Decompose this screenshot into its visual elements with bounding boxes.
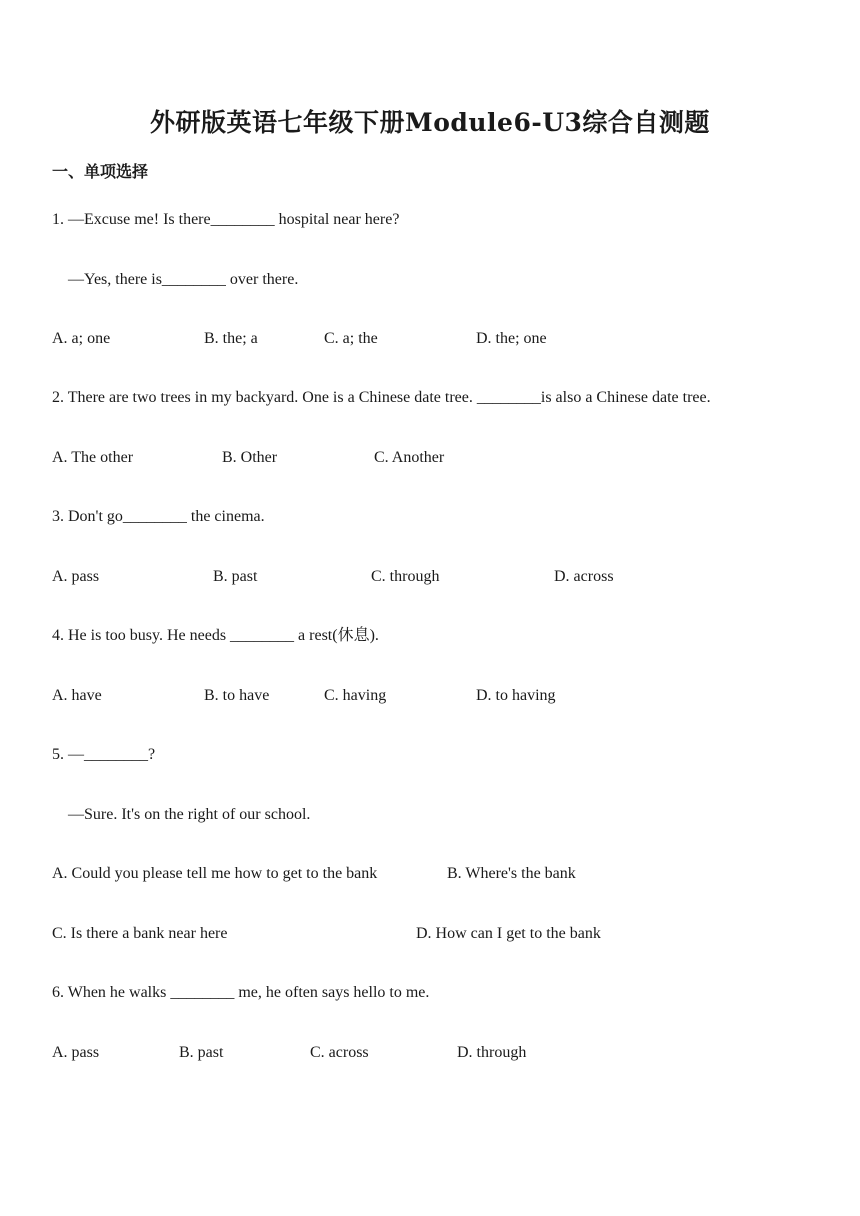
question-5-option-d: D. How can I get to the bank bbox=[416, 925, 601, 942]
section-heading: 一、单项选择 bbox=[52, 162, 149, 181]
question-6-option-c: C. across bbox=[310, 1044, 369, 1061]
question-6-stem: 6. When he walks ________ me, he often says hello to me. bbox=[52, 984, 430, 1001]
question-3-option-b: B. past bbox=[213, 568, 258, 585]
question-1-reply: —Yes, there is________ over there. bbox=[68, 271, 299, 288]
question-4-option-d: D. to having bbox=[476, 687, 556, 704]
question-2-stem: 2. There are two trees in my backyard. One is a Chinese date tree. ________is also a Chinese date tree. bbox=[52, 389, 711, 406]
question-6-option-a: A. pass bbox=[52, 1044, 100, 1061]
question-4-option-b: B. to have bbox=[204, 687, 270, 704]
question-3-option-d: D. across bbox=[554, 568, 614, 585]
question-5-option-c: C. Is there a bank near here bbox=[52, 925, 228, 942]
question-3-option-c: C. through bbox=[371, 568, 440, 585]
question-2-option-a: A. The other bbox=[52, 449, 134, 466]
question-5-stem: 5. —________? bbox=[52, 746, 156, 763]
question-2-option-c: C. Another bbox=[374, 449, 445, 466]
question-1-stem: 1. —Excuse me! Is there________ hospital near here? bbox=[52, 211, 400, 228]
page-title: 外研版英语七年级下册Module6-U3综合自测题 bbox=[150, 108, 710, 137]
question-4-option-a: A. have bbox=[52, 687, 102, 704]
question-5-reply: —Sure. It's on the right of our school. bbox=[68, 806, 311, 823]
question-4-option-c: C. having bbox=[324, 687, 387, 704]
question-1-option-a: A. a; one bbox=[52, 330, 111, 347]
question-6-option-d: D. through bbox=[457, 1044, 527, 1061]
question-3-stem: 3. Don't go________ the cinema. bbox=[52, 508, 265, 525]
question-2-option-b: B. Other bbox=[222, 449, 278, 466]
question-5-option-b: B. Where's the bank bbox=[447, 865, 576, 882]
question-5-option-a: A. Could you please tell me how to get to the bank bbox=[52, 865, 378, 882]
question-1-option-b: B. the; a bbox=[204, 330, 258, 347]
question-3-option-a: A. pass bbox=[52, 568, 100, 585]
question-1-option-d: D. the; one bbox=[476, 330, 547, 347]
question-1-option-c: C. a; the bbox=[324, 330, 378, 347]
question-4-stem: 4. He is too busy. He needs ________ a rest(休息). bbox=[52, 627, 379, 644]
question-6-option-b: B. past bbox=[179, 1044, 224, 1061]
